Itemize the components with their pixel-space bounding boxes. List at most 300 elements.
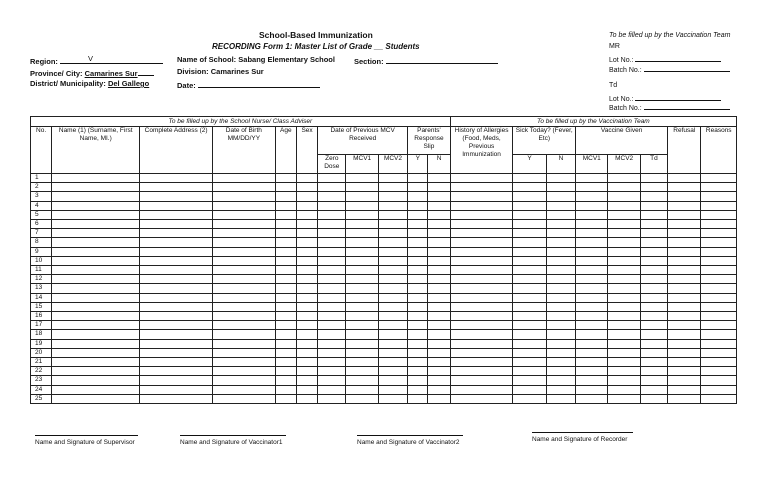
table-cell[interactable] [140,183,213,192]
table-cell[interactable] [318,275,346,284]
table-cell[interactable] [701,348,737,357]
table-cell[interactable] [668,229,701,238]
table-cell[interactable] [428,266,450,275]
table-cell[interactable] [318,183,346,192]
table-cell[interactable] [346,376,378,385]
table-cell[interactable] [378,256,407,265]
table-cell[interactable] [275,256,296,265]
recorder-signature-line[interactable] [532,432,633,433]
table-cell[interactable] [408,210,428,219]
table-cell[interactable] [576,266,608,275]
table-cell[interactable] [428,220,450,229]
table-cell[interactable] [213,174,276,183]
table-cell[interactable] [608,302,640,311]
table-cell[interactable] [608,293,640,302]
table-cell[interactable] [450,238,513,247]
table-cell[interactable] [296,339,317,348]
table-cell[interactable] [608,174,640,183]
table-cell[interactable] [140,376,213,385]
table-cell[interactable] [513,192,546,201]
table-cell[interactable] [576,348,608,357]
table-cell[interactable] [668,220,701,229]
table-cell[interactable] [346,256,378,265]
table-cell[interactable] [701,210,737,219]
table-cell[interactable] [378,376,407,385]
table-cell[interactable] [140,174,213,183]
table-cell[interactable] [576,330,608,339]
table-cell[interactable] [668,367,701,376]
table-cell[interactable] [546,266,575,275]
table-cell[interactable] [450,385,513,394]
table-cell[interactable] [296,192,317,201]
td-batch-input[interactable] [644,101,730,110]
table-cell[interactable] [408,339,428,348]
table-cell[interactable] [513,275,546,284]
table-cell[interactable] [640,275,667,284]
table-cell[interactable] [513,385,546,394]
table-cell[interactable] [296,385,317,394]
table-cell[interactable] [450,394,513,403]
table-cell[interactable] [318,201,346,210]
table-cell[interactable] [296,394,317,403]
table-cell[interactable] [408,183,428,192]
table-cell[interactable] [318,358,346,367]
table-cell[interactable] [701,293,737,302]
table-cell[interactable] [546,367,575,376]
table-cell[interactable] [701,312,737,321]
table-cell[interactable] [140,293,213,302]
table-cell[interactable] [513,256,546,265]
table-cell[interactable] [450,256,513,265]
table-cell[interactable] [275,330,296,339]
table-cell[interactable] [450,210,513,219]
table-cell[interactable] [546,284,575,293]
table-cell[interactable] [608,339,640,348]
table-cell[interactable] [450,358,513,367]
region-input[interactable] [60,55,163,64]
table-cell[interactable] [608,256,640,265]
table-cell[interactable] [296,256,317,265]
table-cell[interactable] [318,330,346,339]
table-cell[interactable] [576,275,608,284]
table-cell[interactable] [608,210,640,219]
table-cell[interactable] [140,275,213,284]
table-cell[interactable] [513,183,546,192]
table-cell[interactable] [346,247,378,256]
table-cell[interactable] [318,247,346,256]
table-cell[interactable] [275,284,296,293]
table-cell[interactable] [576,376,608,385]
table-cell[interactable] [213,256,276,265]
table-cell[interactable] [640,229,667,238]
district-value[interactable]: Del Gallego [107,79,150,88]
table-cell[interactable] [296,367,317,376]
table-cell[interactable] [668,275,701,284]
table-cell[interactable] [140,192,213,201]
table-cell[interactable] [346,210,378,219]
table-cell[interactable] [701,220,737,229]
table-cell[interactable] [275,210,296,219]
table-cell[interactable] [378,330,407,339]
table-cell[interactable] [701,376,737,385]
table-cell[interactable] [608,284,640,293]
table-cell[interactable] [576,302,608,311]
table-cell[interactable] [428,330,450,339]
table-cell[interactable] [513,367,546,376]
table-cell[interactable] [608,266,640,275]
table-cell[interactable] [640,174,667,183]
province-value[interactable]: Camarines Sur [84,69,138,78]
table-cell[interactable] [346,348,378,357]
supervisor-signature-line[interactable] [35,435,138,436]
table-cell[interactable] [701,238,737,247]
table-cell[interactable] [640,192,667,201]
table-cell[interactable] [213,284,276,293]
table-cell[interactable] [213,302,276,311]
table-cell[interactable] [213,394,276,403]
table-cell[interactable] [140,302,213,311]
table-cell[interactable] [608,358,640,367]
table-cell[interactable] [513,321,546,330]
table-cell[interactable] [378,339,407,348]
table-cell[interactable] [546,312,575,321]
table-cell[interactable] [428,192,450,201]
table-cell[interactable] [140,220,213,229]
table-cell[interactable] [701,266,737,275]
table-cell[interactable] [428,174,450,183]
table-cell[interactable] [52,266,140,275]
table-cell[interactable] [346,238,378,247]
table-cell[interactable] [668,394,701,403]
table-cell[interactable] [140,201,213,210]
table-cell[interactable] [296,174,317,183]
table-cell[interactable] [52,330,140,339]
table-cell[interactable] [275,266,296,275]
table-cell[interactable] [52,312,140,321]
table-cell[interactable] [576,321,608,330]
table-cell[interactable] [428,302,450,311]
table-cell[interactable] [513,229,546,238]
table-cell[interactable] [450,284,513,293]
table-cell[interactable] [513,293,546,302]
table-cell[interactable] [52,210,140,219]
table-cell[interactable] [701,284,737,293]
table-cell[interactable] [378,238,407,247]
table-cell[interactable] [668,238,701,247]
table-cell[interactable] [378,358,407,367]
table-cell[interactable] [608,394,640,403]
table-cell[interactable] [640,284,667,293]
table-cell[interactable] [318,312,346,321]
table-cell[interactable] [408,312,428,321]
table-cell[interactable] [640,210,667,219]
table-cell[interactable] [346,339,378,348]
table-cell[interactable] [346,312,378,321]
table-cell[interactable] [513,174,546,183]
table-cell[interactable] [668,330,701,339]
table-cell[interactable] [450,339,513,348]
mr-batch-input[interactable] [644,63,730,72]
table-cell[interactable] [213,367,276,376]
table-cell[interactable] [608,385,640,394]
table-cell[interactable] [52,247,140,256]
table-cell[interactable] [608,275,640,284]
table-cell[interactable] [668,284,701,293]
table-cell[interactable] [668,247,701,256]
table-cell[interactable] [668,183,701,192]
table-cell[interactable] [668,376,701,385]
table-cell[interactable] [546,174,575,183]
table-cell[interactable] [140,339,213,348]
table-cell[interactable] [576,174,608,183]
table-cell[interactable] [701,275,737,284]
table-cell[interactable] [428,275,450,284]
table-cell[interactable] [428,238,450,247]
table-cell[interactable] [450,229,513,238]
table-cell[interactable] [450,321,513,330]
table-cell[interactable] [296,293,317,302]
table-cell[interactable] [140,312,213,321]
table-cell[interactable] [608,192,640,201]
table-cell[interactable] [576,183,608,192]
table-cell[interactable] [296,312,317,321]
table-cell[interactable] [428,293,450,302]
table-cell[interactable] [546,293,575,302]
table-cell[interactable] [52,376,140,385]
table-cell[interactable] [52,192,140,201]
table-cell[interactable] [318,321,346,330]
table-cell[interactable] [450,302,513,311]
table-cell[interactable] [52,348,140,357]
table-cell[interactable] [640,376,667,385]
table-cell[interactable] [275,220,296,229]
table-cell[interactable] [546,201,575,210]
table-cell[interactable] [318,385,346,394]
table-cell[interactable] [296,238,317,247]
table-cell[interactable] [378,201,407,210]
table-cell[interactable] [408,174,428,183]
table-cell[interactable] [668,266,701,275]
table-cell[interactable] [428,339,450,348]
table-cell[interactable] [213,247,276,256]
table-cell[interactable] [378,275,407,284]
table-cell[interactable] [296,275,317,284]
table-cell[interactable] [546,275,575,284]
table-cell[interactable] [346,330,378,339]
table-cell[interactable] [701,192,737,201]
table-cell[interactable] [428,312,450,321]
table-cell[interactable] [296,330,317,339]
table-cell[interactable] [668,385,701,394]
table-cell[interactable] [378,385,407,394]
table-cell[interactable] [450,275,513,284]
table-cell[interactable] [140,330,213,339]
table-cell[interactable] [213,192,276,201]
table-cell[interactable] [408,330,428,339]
table-cell[interactable] [513,210,546,219]
table-cell[interactable] [701,385,737,394]
table-cell[interactable] [576,201,608,210]
table-cell[interactable] [450,312,513,321]
table-cell[interactable] [52,339,140,348]
table-cell[interactable] [608,348,640,357]
table-cell[interactable] [701,229,737,238]
table-cell[interactable] [140,266,213,275]
table-cell[interactable] [318,293,346,302]
table-cell[interactable] [52,174,140,183]
table-cell[interactable] [513,238,546,247]
table-cell[interactable] [318,192,346,201]
table-cell[interactable] [701,358,737,367]
table-cell[interactable] [668,358,701,367]
table-cell[interactable] [428,348,450,357]
table-cell[interactable] [52,256,140,265]
table-cell[interactable] [408,275,428,284]
table-cell[interactable] [640,247,667,256]
table-cell[interactable] [213,348,276,357]
table-cell[interactable] [701,367,737,376]
table-cell[interactable] [546,358,575,367]
table-cell[interactable] [408,284,428,293]
table-cell[interactable] [608,247,640,256]
table-cell[interactable] [318,220,346,229]
table-cell[interactable] [608,238,640,247]
table-cell[interactable] [318,210,346,219]
table-cell[interactable] [576,339,608,348]
table-cell[interactable] [546,321,575,330]
table-cell[interactable] [428,210,450,219]
table-cell[interactable] [275,312,296,321]
table-cell[interactable] [640,321,667,330]
table-cell[interactable] [275,192,296,201]
table-cell[interactable] [576,358,608,367]
table-cell[interactable] [52,229,140,238]
table-cell[interactable] [296,201,317,210]
table-cell[interactable] [318,266,346,275]
table-cell[interactable] [52,385,140,394]
table-cell[interactable] [378,183,407,192]
table-cell[interactable] [378,266,407,275]
table-cell[interactable] [428,256,450,265]
table-cell[interactable] [640,266,667,275]
table-cell[interactable] [450,201,513,210]
table-cell[interactable] [546,256,575,265]
table-cell[interactable] [346,321,378,330]
table-cell[interactable] [546,247,575,256]
table-cell[interactable] [546,302,575,311]
table-cell[interactable] [428,394,450,403]
table-cell[interactable] [640,201,667,210]
table-cell[interactable] [296,348,317,357]
table-cell[interactable] [318,339,346,348]
table-cell[interactable] [346,293,378,302]
table-cell[interactable] [608,330,640,339]
table-cell[interactable] [640,312,667,321]
table-cell[interactable] [318,174,346,183]
table-cell[interactable] [346,394,378,403]
table-cell[interactable] [346,174,378,183]
table-cell[interactable] [213,330,276,339]
table-cell[interactable] [318,394,346,403]
table-cell[interactable] [296,302,317,311]
table-cell[interactable] [701,302,737,311]
table-cell[interactable] [378,247,407,256]
table-cell[interactable] [668,339,701,348]
section-input[interactable] [386,55,498,64]
table-cell[interactable] [346,302,378,311]
table-cell[interactable] [513,302,546,311]
table-cell[interactable] [275,348,296,357]
table-cell[interactable] [576,192,608,201]
table-cell[interactable] [52,302,140,311]
table-cell[interactable] [52,238,140,247]
table-cell[interactable] [318,376,346,385]
table-cell[interactable] [701,174,737,183]
table-cell[interactable] [701,339,737,348]
table-cell[interactable] [318,229,346,238]
table-cell[interactable] [576,394,608,403]
table-cell[interactable] [701,247,737,256]
table-cell[interactable] [428,284,450,293]
table-cell[interactable] [408,385,428,394]
table-cell[interactable] [213,376,276,385]
table-cell[interactable] [640,339,667,348]
table-cell[interactable] [378,312,407,321]
table-cell[interactable] [408,376,428,385]
table-cell[interactable] [608,220,640,229]
table-cell[interactable] [378,348,407,357]
table-cell[interactable] [213,238,276,247]
table-cell[interactable] [701,394,737,403]
table-cell[interactable] [408,266,428,275]
table-cell[interactable] [318,238,346,247]
table-cell[interactable] [140,256,213,265]
table-cell[interactable] [608,312,640,321]
table-cell[interactable] [213,293,276,302]
table-cell[interactable] [213,201,276,210]
table-cell[interactable] [513,201,546,210]
table-cell[interactable] [275,229,296,238]
table-cell[interactable] [346,220,378,229]
table-cell[interactable] [346,229,378,238]
table-cell[interactable] [408,321,428,330]
table-cell[interactable] [275,302,296,311]
table-cell[interactable] [275,376,296,385]
table-cell[interactable] [296,183,317,192]
table-cell[interactable] [52,394,140,403]
table-cell[interactable] [668,201,701,210]
table-cell[interactable] [450,266,513,275]
table-cell[interactable] [408,229,428,238]
table-cell[interactable] [52,220,140,229]
table-cell[interactable] [318,302,346,311]
table-cell[interactable] [378,220,407,229]
table-cell[interactable] [346,201,378,210]
table-cell[interactable] [576,247,608,256]
table-cell[interactable] [213,312,276,321]
table-cell[interactable] [318,367,346,376]
table-cell[interactable] [640,358,667,367]
table-cell[interactable] [701,201,737,210]
table-cell[interactable] [140,348,213,357]
table-cell[interactable] [450,192,513,201]
table-cell[interactable] [576,367,608,376]
table-cell[interactable] [318,284,346,293]
table-cell[interactable] [608,376,640,385]
mr-lot-input[interactable] [635,53,721,62]
table-cell[interactable] [275,174,296,183]
table-cell[interactable] [428,367,450,376]
